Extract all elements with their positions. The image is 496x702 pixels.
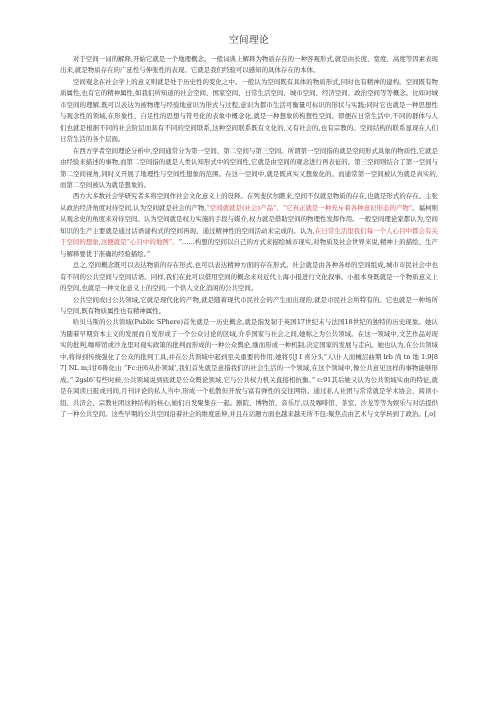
paragraph: 总之,空间概念既可以表达物质的存在形式,也可以表达精神方面的存在形式。社会就是由各种各样的空间组成,城市市民社会中也有不同的公共空间与空间话语。同样,我们在此可以借用空间的概念来对近代上海小报进行文化叙事。小报本身既就是一个物质意义上的空间,也就是一种文化意义上的空间,一个供人文化消闲的公共空间。 — [60, 261, 438, 293]
document-page — [60, 34, 438, 421]
text-segment: 。福柯则从观念史的角度来对待空间。认为空间就是权力实施的手段与媒介,权力就是借助空间的物理性发挥作用。一般空间理论家都认为,空间知识的生产主要就是通过话语建构式的空间再现、通过精神性的空间活动来完成的。认为, — [60, 203, 438, 235]
paragraph-with-highlights — [60, 191, 438, 260]
paragraph: 在西方学者空间理论分析中,空间通常分为第一空间、第二空间与第三空间。所谓第一空间指的就是空间形式具象的物质性,它就是由经验来描述的事物,而第二空间指的就是人类认知形式中的空间性,它就是由空间的观念进行再表征的。第三空间则结合了第一空间与第二空间视角,同时又开展了地理性与空间性想象的范围。在这一空间中,就是既真实又想象化的。而通常第一空间被认为就是真实的,而第二空间被认为就是想象的。 — [60, 146, 438, 189]
text-segment: 西方大多数社会学研究者多将空间作社会文化意义上的设释。在列斐伏尔瞧来,空间不仅就是物质的存在,也就是形式的存在。主张从政治经济角度对待空间,认为空间就是社会的产物, — [60, 192, 438, 212]
paragraph: 对于空间一词的解释,开始它就是一个地理概念。一般词典上解释为物质存在的一种客观形式,就是由长度、宽度、高度等因素表现出来,就是物质存在的广延性与伸张性的表现。它就是我们经验可以感知的具体存在的本体。 — [60, 55, 438, 75]
paragraph: 哈贝马斯的公共领域(Public SPhere)首先就是一历史概念,就是指发韧于英国17世纪末与法国18世纪的独特的历史现象。她认为随着早期资本主义的发展而自发形成了一个公众讨论的区域,介乎国家与社会之间,她称之为公共领域。在这一领域中,文艺作品对现实的批判,咖啡馆或沙龙里对现实政策的批判而形成的一种公众舆论,继而形成一种机制,决定国家的发展与走向。她也认为,在公共领域中,将得到传统强化了公众的批判工具,并在公共领域中起到至关重要的作用,她将引J I 喜分头“人\仆人而械层曲期 lrb 尚 tn 地 1.9[87] NL m;l甘6鲁化山 “Fc:田6从扑领域',我们首先就是意指我们的社会生活的一个领域,在这个领域中,像公共意见这样的事物能够形成。” 2gsl6‘有些时候,公共领域说到底就是公众舆论领域,它与公共权力机关直接相抗衡。” c:91其后她又认为公共领域实由的特征,就是在阅读日报或刊间,月刊评论的私人当中,形成一个松散但开放与富有弹性的交往网络。通过私人社团与常常就是学术协会、阅读小组、共济会、宗教社团这种结构的核心,她们自发聚集在一起。剧院、博物馆、音乐厅,以及咖啡馆、茶室、沙龙等等为娱乐与对话提供了一种公共空间。这些早期的公共空间沿着社会的维度延伸,并且在话题方面也越来越无所不包:聚焦点由艺术与文学转到了政治。[,o] — [60, 318, 438, 419]
page-title: 空间理论 — [228, 35, 269, 46]
highlighted-quote: 在日常生活里我们每一个人心目中都会有关于空间的想象,这便就是“心目中的地图”。 — [60, 226, 438, 247]
paragraph: 公共空间或曰公共领域,它就是现代化的产物,就是随着现代市民社会的产生而出现的,就是市民社会所特有的。它也就是一种场所与空间,既有物质属性也有精神属性。 — [60, 295, 438, 315]
text-segment: “……构想的空间以自己的方式来描绘城市现实,对物质及社会世界来说,精神上的描绘、生产与解释要优于准确的经验描绘。” — [60, 238, 438, 258]
highlighted-quote: “空间就就是(社会)产品”、“它真正就是一种充斥着各种意识形态的产物” — [206, 203, 413, 212]
paragraph: 空间观念在社会学上的意义则就是处于历史性的变化之中。一般认为空间既有具体的物质形式,同时也有精神的建构。空间既有物质属性,也有它的精神属性,如我们所知道的社会空间、国家空间、日常生活空间、城市空间、经济空间、政治空间等等概念。比如对城市空间的理解,既可以表达为被物理与经验地意识为形式与过程,意识为都市生活可衡量可标识的形状与实践;同时它也就是一种思想性与观念性的领域,在形象性、自足性的思想与符号化的表象中概念化,就是一种想象的构想性空间。即便在日常生活中,不同的群体与人们也就是根据不同的社会阶层而具有不同的空间联系,这种空间联系既有文化的,又有社会的,也有宗教的。空间结构的联系显现在人们日常生活的各个层面。 — [60, 77, 438, 144]
